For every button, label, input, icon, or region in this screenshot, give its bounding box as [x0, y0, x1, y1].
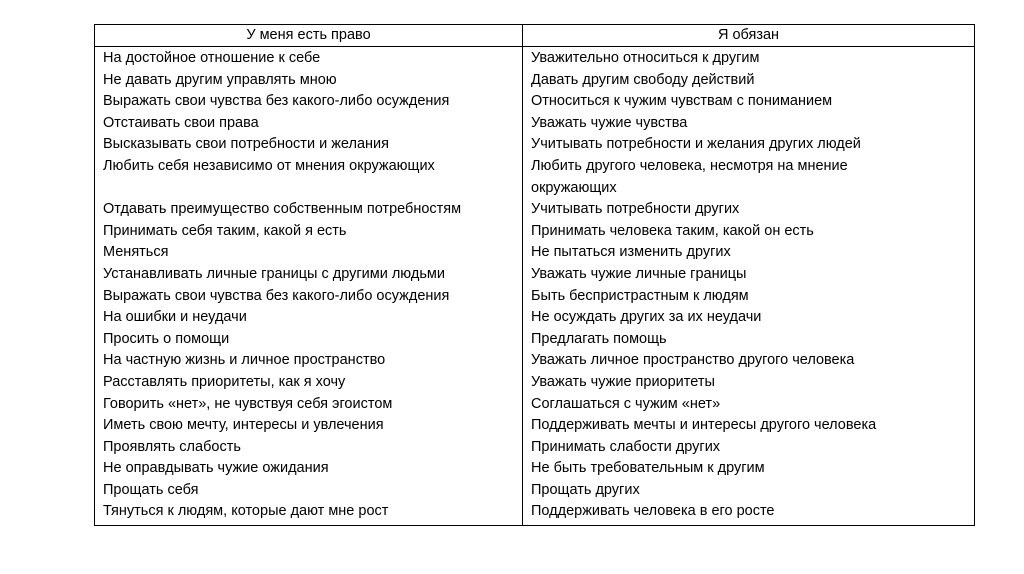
duties-item: Принимать слабости других: [531, 438, 721, 455]
rights-item: Отстаивать свои права: [103, 114, 259, 131]
rights-item: Прощать себя: [103, 481, 199, 498]
rights-item: Любить себя независимо от мнения окружающих: [103, 157, 435, 174]
rights-item: Не оправдывать чужие ожидания: [103, 460, 329, 477]
rights-column-header: У меня есть право: [95, 25, 523, 47]
rights-item: Устанавливать личные границы с другими людьми: [103, 265, 445, 282]
duties-item: Не пытаться изменить других: [531, 244, 731, 261]
duties-item: Учитывать потребности других: [531, 201, 740, 218]
duties-item: Принимать человека таким, какой он есть: [531, 222, 814, 239]
rights-item: На достойное отношение к себе: [103, 50, 321, 66]
rights-item: Меняться: [103, 244, 169, 261]
rights-item: На ошибки и неудачи: [103, 309, 247, 326]
duties-item: Давать другим свободу действий: [531, 71, 755, 88]
duties-item: Быть беспристрастным к людям: [531, 287, 749, 304]
body-row: [95, 47, 975, 526]
duties-item: Не быть требовательным к другим: [531, 460, 765, 477]
rights-item: Тянуться к людям, которые дают мне рост: [103, 503, 389, 520]
duties-column-header: Я обязан: [523, 25, 975, 47]
duties-item: окружающих: [531, 179, 617, 196]
duties-item: Уважать личное пространство другого человека: [531, 352, 855, 369]
duties-item: Предлагать помощь: [531, 330, 667, 347]
rights-column: [95, 47, 523, 526]
duties-item: Уважать чужие личные границы: [531, 265, 747, 282]
rights-item: Выражать свои чувства без какого-либо осуждения: [103, 93, 450, 110]
duties-item: Уважительно относиться к другим: [531, 50, 760, 66]
duties-item: Учитывать потребности и желания других людей: [531, 136, 861, 153]
rights-item: Иметь свою мечту, интересы и увлечения: [103, 417, 384, 434]
duties-item: Относиться к чужим чувствам с пониманием: [531, 93, 833, 110]
duties-item: Любить другого человека, несмотря на мнение: [531, 157, 848, 174]
duties-item: Поддерживать человека в его росте: [531, 503, 775, 520]
duties-item: Соглашаться с чужим «нет»: [531, 395, 721, 412]
rights-item: Отдавать преимущество собственным потребностям: [103, 201, 462, 218]
rights-item: Просить о помощи: [103, 330, 230, 347]
duties-item: Уважать чужие приоритеты: [531, 373, 715, 390]
duties-column: [523, 47, 975, 526]
duties-item: Прощать других: [531, 481, 640, 498]
rights-item: На частную жизнь и личное пространство: [103, 352, 386, 369]
rights-item-spacer: [95, 178, 522, 200]
rights-item: Расставлять приоритеты, как я хочу: [103, 373, 346, 390]
rights-item: Выражать свои чувства без какого-либо осуждения: [103, 287, 450, 304]
rights-item: Говорить «нет», не чувствуя себя эгоистом: [103, 395, 393, 412]
rights-item: Проявлять слабость: [103, 438, 241, 455]
header-row: [95, 25, 975, 47]
rights-item: Не давать другим управлять мною: [103, 71, 337, 88]
rights-item: Высказывать свои потребности и желания: [103, 136, 389, 153]
duties-item: Не осуждать других за их неудачи: [531, 309, 762, 326]
duties-item: Поддерживать мечты и интересы другого человека: [531, 417, 877, 434]
rights-duties-table: [94, 24, 975, 526]
duties-item: Уважать чужие чувства: [531, 114, 688, 131]
rights-item: Принимать себя таким, какой я есть: [103, 222, 347, 239]
